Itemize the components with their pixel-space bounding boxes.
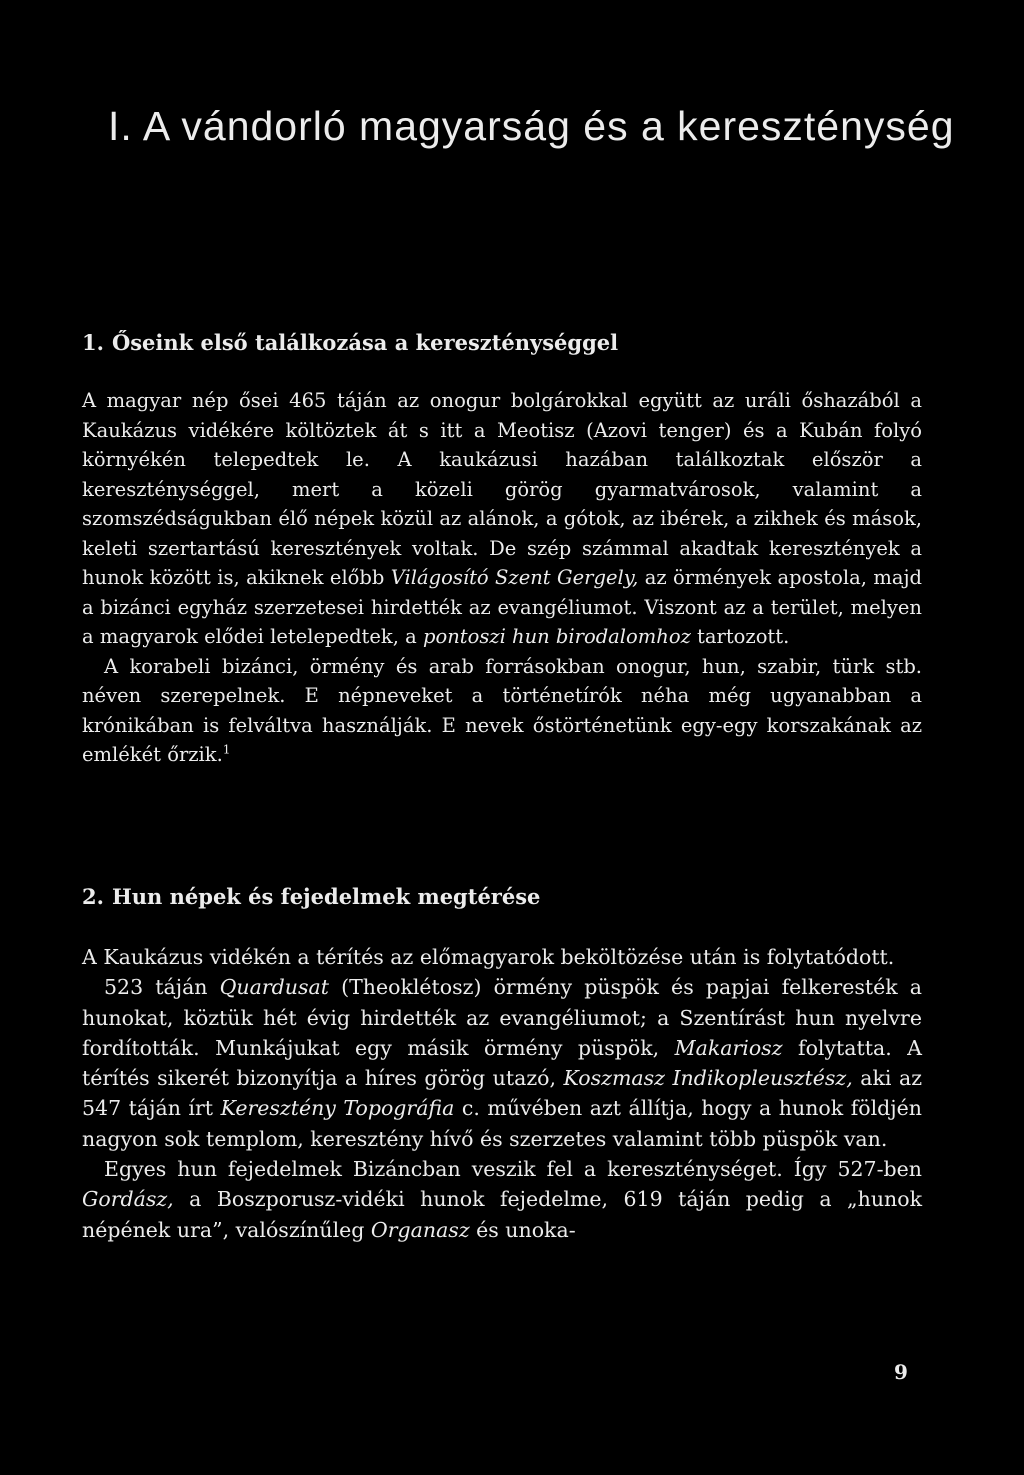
paragraph bbox=[82, 972, 922, 1154]
text-run: az örmények apostola, majd a bizánci egyház szerzetesei hirdették az evangéliumot. Viszont az a terület, melyen a magyarok elődei letelepedtek, a bbox=[82, 566, 922, 648]
italic-name: Makariosz bbox=[674, 1035, 783, 1060]
text-run: és unoka- bbox=[469, 1217, 576, 1242]
text-run: aki az 547 táján írt bbox=[82, 1066, 922, 1121]
paragraph bbox=[82, 942, 922, 972]
text-run: (Theoklétosz) örmény püspök és papjai felkeresték a hunokat, köztük hét évig hirdették az evangéliumot; a Szentírást hun nyelvre fordították. Munkájukat egy másik örmény püspök, bbox=[82, 975, 922, 1060]
section-2 bbox=[82, 882, 922, 1245]
section-number: 2. bbox=[82, 884, 104, 909]
italic-name: pontoszi hun birodalomhoz bbox=[422, 625, 691, 648]
paragraph bbox=[82, 386, 922, 652]
italic-name: Világosító Szent Gergely, bbox=[390, 566, 639, 589]
page-number: 9 bbox=[894, 1360, 908, 1384]
section-title: Hun népek és fejedelmek megtérése bbox=[111, 884, 541, 909]
section-heading bbox=[82, 328, 922, 358]
section-heading bbox=[82, 882, 922, 912]
text-run: a Boszporusz-vidéki hunok fejedelme, 619 táján pedig a „hunok népének ura”, valószínűleg bbox=[82, 1187, 922, 1242]
chapter-title: I. A vándorló magyarság és a kereszténység bbox=[108, 103, 955, 149]
italic-title: Keresztény Topográfia bbox=[220, 1096, 455, 1121]
italic-name: Koszmasz Indikopleusztész, bbox=[563, 1066, 853, 1091]
text-run: Egyes hun fejedelmek Bizáncban veszik fel a kereszténységet. Így 527-ben bbox=[104, 1157, 922, 1182]
text-run: 523 táján bbox=[104, 975, 220, 1000]
text-run: folytatta. A térítés sikerét bizonyítja a híres görög utazó, bbox=[82, 1035, 922, 1091]
footnote-marker: 1 bbox=[222, 742, 231, 757]
italic-name: Organasz bbox=[370, 1217, 470, 1242]
section-number: 1. bbox=[82, 330, 104, 355]
italic-name: Quardusat bbox=[219, 975, 329, 1000]
text-run: c. művében azt állítja, hogy a hunok földjén nagyon sok templom, keresztény hívő és szerzetes valamint több püspök van. bbox=[82, 1096, 923, 1151]
text-run: tartozott. bbox=[690, 625, 790, 648]
paragraph bbox=[82, 1154, 922, 1245]
text-run: A Kaukázus vidékén a térítés az előmagyarok beköltözése után is folytatódott. bbox=[82, 945, 895, 969]
text-run: A korabeli bizánci, örmény és arab forrásokban onogur, hun, szabir, türk stb. néven szerepelnek. E népneveket a történetírók néha még ugyanabban a krónikában is felváltva használják. E nevek őstörténetünk egy-egy korszakának az emlékét őrzik. bbox=[82, 654, 922, 766]
italic-name: Gordász, bbox=[82, 1187, 174, 1212]
section-title: Őseink első találkozása a kereszténységgel bbox=[111, 330, 619, 355]
paragraph bbox=[82, 652, 922, 770]
section-1 bbox=[82, 328, 922, 770]
text-run: A magyar nép ősei 465 táján az onogur bolgárokkal együtt az uráli őshazából a Kaukázus vidékére költöztek át s itt a Meotisz (Azovi tenger) és a Kubán folyó környékén telepedtek le. A kaukázusi hazában találkoztak először a kereszténységgel, mert a közeli görög gyarmatvárosok, valamint a szomszédságukban élő népek közül az alánok, a gótok, az ibérek, a zikhek és mások, keleti szertartású keresztények voltak. De szép számmal akadtak keresztények a hunok között is, akiknek előbb bbox=[82, 389, 922, 589]
